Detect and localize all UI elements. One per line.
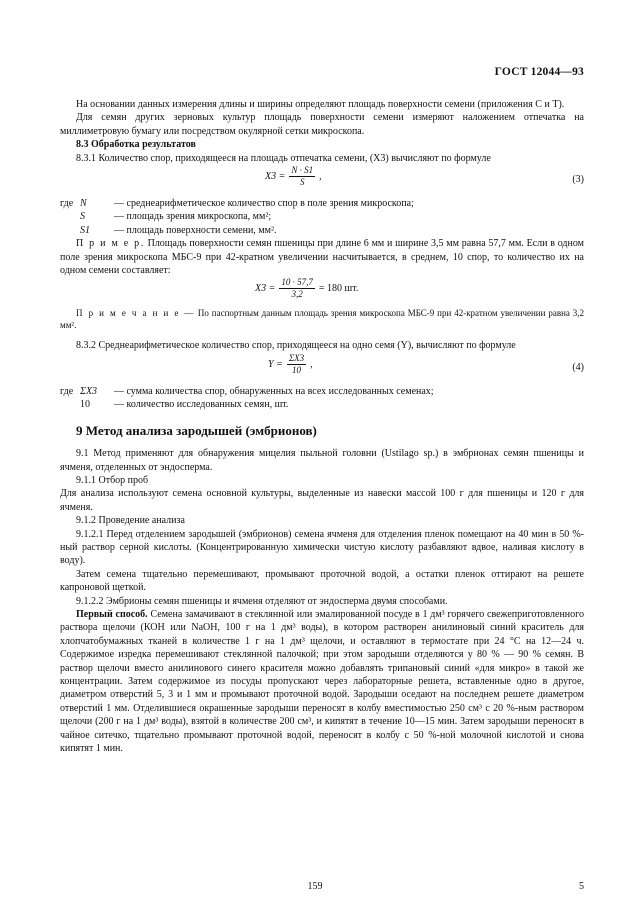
method-label: Первый способ. bbox=[76, 608, 148, 620]
definition-row bbox=[60, 224, 584, 237]
definition-text: — площадь поверхности семени, мм². bbox=[114, 224, 277, 236]
method-paragraph bbox=[60, 608, 584, 755]
document-header: ГОСТ 12044—93 bbox=[494, 66, 584, 78]
definition-symbol: S1 bbox=[80, 224, 90, 236]
paragraph: Для семян других зерновых культур площадь поверхности семени измеряют наложением отпечатка на миллиметровую бумагу или посредством окулярной сетки микроскопа. bbox=[60, 112, 584, 137]
definition-lead bbox=[60, 210, 80, 223]
fraction-numerator: 10 · 57,7 bbox=[281, 277, 313, 288]
definition-lead: где bbox=[60, 385, 74, 397]
formula-number: (3) bbox=[572, 174, 584, 186]
definition-symbol: ΣX3 bbox=[80, 385, 98, 397]
document-body bbox=[60, 98, 584, 755]
fraction-denominator: 10 bbox=[291, 364, 301, 375]
section-title: 9 Метод анализа зародышей (эмбрионов) bbox=[76, 422, 317, 438]
fraction bbox=[287, 353, 306, 376]
definition-row bbox=[60, 398, 584, 411]
paragraph: 8.3.1 Количество спор, приходящееся на площадь отпечатка семени, (X3) вычисляют по формуле bbox=[76, 152, 491, 164]
definition-row bbox=[60, 197, 584, 210]
fraction-numerator: N · S1 bbox=[291, 165, 314, 176]
note-paragraph bbox=[60, 307, 584, 331]
note-text: По паспортным данным площадь зрения микроскопа МБС-9 при 42-кратном увеличении равна 3,2 мм². bbox=[60, 308, 585, 331]
definitions-list bbox=[60, 385, 584, 412]
formula-lhs: X3 = bbox=[265, 170, 286, 182]
paragraph: Затем семена тщательно перемешивают, промывают проточной водой, а остатки пленок оттирают на решете капроновой щеткой. bbox=[60, 568, 584, 594]
page-number-center: 159 bbox=[307, 881, 323, 892]
example-paragraph bbox=[60, 237, 584, 277]
definition-symbol: N bbox=[80, 198, 87, 210]
subsection-heading: 9.1.2 Проведение анализа bbox=[76, 515, 185, 527]
example-text: Площадь поверхности семян пшеницы при длине 6 мм и ширине 3,5 мм равна 57,7 мм. Если в одном поле зрения микроскопа МБС-9 при 42-кратном увеличении насчитывается, в среднем, 10 спор, то количество их на одном семени составляет: bbox=[60, 238, 585, 277]
subsection-heading: 9.1.1 Отбор проб bbox=[76, 474, 149, 486]
formula-4 bbox=[60, 353, 584, 383]
example-formula bbox=[60, 277, 584, 307]
formula-result: = 180 шт. bbox=[318, 283, 359, 295]
formula-3 bbox=[60, 165, 584, 195]
formula-lhs: X3 = bbox=[255, 283, 276, 295]
definition-lead: где bbox=[60, 198, 74, 210]
definition-row bbox=[60, 210, 584, 223]
formula-tail: , bbox=[310, 358, 313, 370]
paragraph: На основании данных измерения длины и ширины определяют площадь поверхности семени (приложения С и Т). bbox=[76, 99, 565, 110]
example-label: П р и м е р. bbox=[76, 238, 145, 250]
fraction-denominator: S bbox=[299, 177, 305, 188]
method-text: Семена замачивают в стеклянной или эмалированной посуде в 1 дм³ горячего свежеприготовленного раствора щелочи (КОН или NaOH, 100 г на 1 дм³ воды), в котором растворен анилиновый синий краситель для хлопчатобумажных тканей в количестве 1 г на 1 дм³ щелочи, и оставляют в термостате при 24 °С на 12—24 ч. Содержимое изредка перемешивают стеклянной палочкой; при этом зародыши отделяются у 80 % — 90 % семян. В раствор щелочи вместо анилинового синего красителя можно добавлять трипановый синий «для микро» в такой же концентрации. Затем содержимое из посуды пропускают через лабораторные решета, вставленные одно в другое, диаметром отверстий 5, 3 и 1 мм и промывают проточной водой. Зародыши оседают на последнем решете диаметром отверстий 1 мм. Отделившиеся окрашенные зародыши переносят в колбу вместимостью 250 см³ с 20 %-ным раствором щелочи (200 г на 1 дм³ воды), взятой в количестве 200 см³, и кипятят в течение 10—15 мин. Затем зародыши переносят в чайное ситечко, тщательно промывают проточной водой, переносят в колбу с 50 %-ной молочной кислотой и снова кипятят 1 мин. bbox=[60, 608, 585, 755]
formula-tail: , bbox=[319, 170, 322, 182]
definitions-list bbox=[60, 197, 584, 237]
fraction-denominator: 3,2 bbox=[291, 289, 303, 300]
definition-row bbox=[60, 385, 584, 398]
subsection-title: 8.3 Обработка результатов bbox=[76, 139, 196, 151]
note-label: П р и м е ч а н и е — bbox=[76, 308, 196, 319]
page-number-right: 5 bbox=[579, 881, 584, 892]
definition-text: — площадь зрения микроскопа, мм²; bbox=[114, 211, 272, 223]
paragraph: 9.1.2.2 Эмбрионы семян пшеницы и ячменя отделяют от эндосперма двумя способами. bbox=[76, 595, 448, 607]
paragraph: Для анализа используют семена основной культуры, выделенные из навески массой 100 г для пшеницы и 120 г для ячменя. bbox=[60, 488, 584, 513]
paragraph: 8.3.2 Среднеарифметическое количество спор, приходящееся на одно семя (Y), вычисляют по формуле bbox=[76, 340, 516, 352]
definition-symbol: S bbox=[80, 211, 85, 223]
fraction bbox=[279, 277, 315, 300]
formula-number: (4) bbox=[572, 361, 584, 373]
definition-text: — количество исследованных семян, шт. bbox=[114, 399, 289, 411]
paragraph: 9.1.2.1 Перед отделением зародышей (эмбрионов) семена ячменя для отделения пленок помещают на 40 мин в 50 %-ный раствор серной кислоты. (Концентрированную химически чистую кислоту разбавляют вдвое, наливая кислоту в воду). bbox=[60, 528, 584, 567]
definition-symbol: 10 bbox=[80, 399, 90, 411]
definition-lead bbox=[60, 224, 80, 237]
fraction-numerator: ΣX3 bbox=[288, 352, 305, 363]
spacer bbox=[60, 331, 584, 339]
definition-text: — сумма количества спор, обнаруженных на всех исследованных семенах; bbox=[114, 385, 434, 397]
paragraph: 9.1 Метод применяют для обнаружения мицелия пыльной головни (Ustilago sp.) в эмбрионах семян пшеницы и ячменя, отделенных от эндосперма. bbox=[60, 448, 584, 473]
definition-text: — среднеарифметическое количество спор в поле зрения микроскопа; bbox=[114, 198, 414, 210]
definition-lead bbox=[60, 398, 80, 411]
formula-lhs: Y = bbox=[268, 358, 283, 370]
fraction bbox=[289, 165, 315, 188]
